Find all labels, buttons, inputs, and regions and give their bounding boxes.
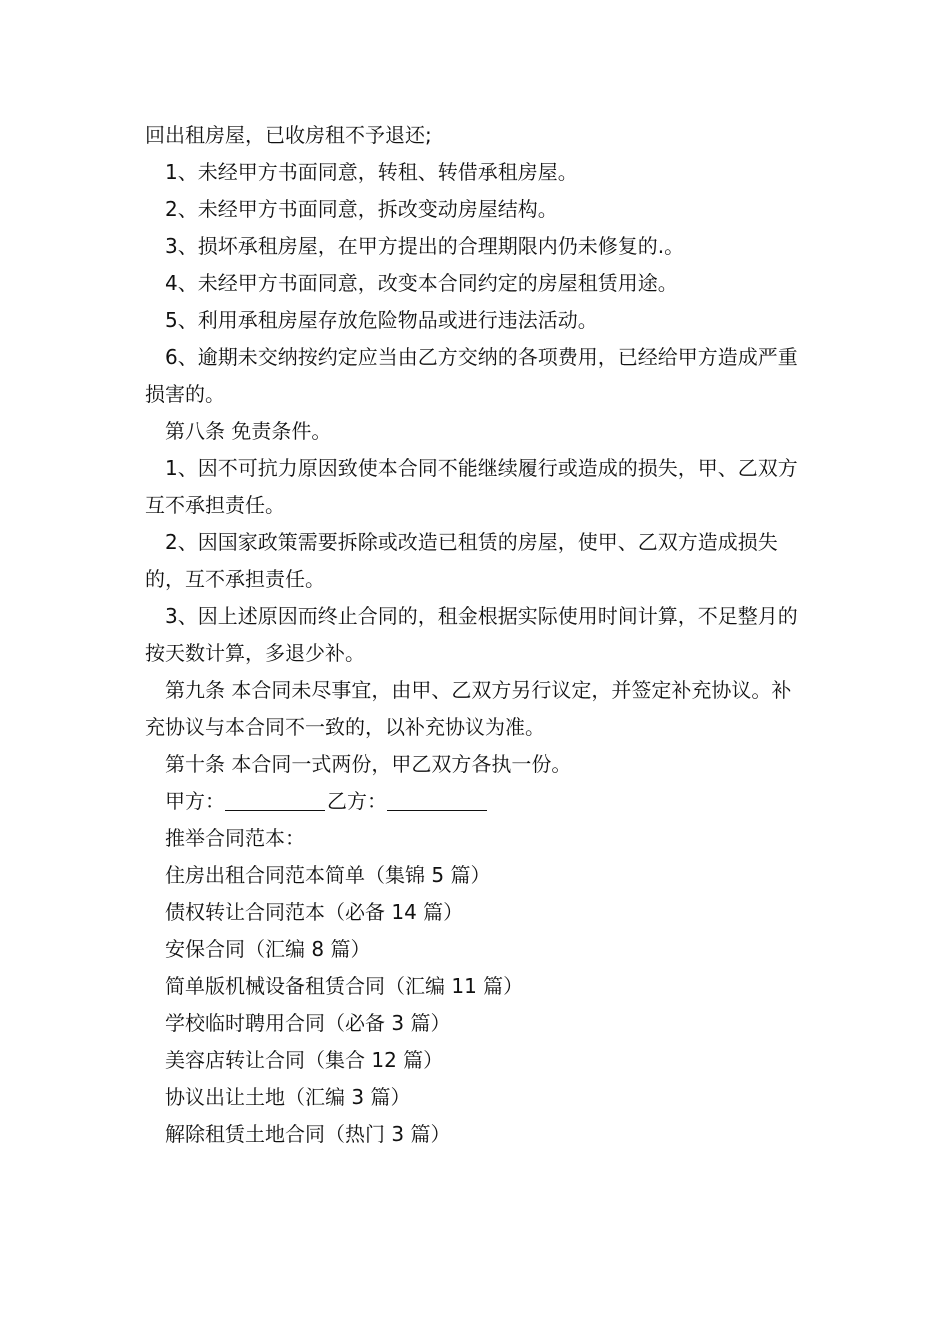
article-heading: 第八条 免责条件。 — [165, 419, 332, 443]
recommend-heading: 推举合同范本： — [165, 826, 305, 850]
clause-item: 3、损坏承租房屋，在甲方提出的合理期限内仍未修复的.。 — [165, 234, 685, 258]
clause-item: 1、未经甲方书面同意，转租、转借承租房屋。 — [165, 160, 578, 184]
clause-item: 4、未经甲方书面同意，改变本合同约定的房屋租赁用途。 — [165, 271, 678, 295]
recommend-link[interactable]: 美容店转让合同（集合 12 篇） — [165, 1048, 444, 1072]
recommend-link[interactable]: 安保合同（汇编 8 篇） — [165, 937, 371, 961]
article-paragraph: 第十条 本合同一式两份，甲乙双方各执一份。 — [165, 752, 572, 776]
party-a-label: 甲方： — [165, 789, 225, 813]
clause-item: 5、利用承租房屋存放危险物品或进行违法活动。 — [165, 308, 598, 332]
clause-item: 1、因不可抗力原因致使本合同不能继续履行或造成的损失，甲、乙双方互不承担责任。 — [145, 456, 798, 517]
party-a-blank — [225, 790, 325, 811]
recommend-link[interactable]: 学校临时聘用合同（必备 3 篇） — [165, 1011, 451, 1035]
clause-item: 6、逾期未交纳按约定应当由乙方交纳的各项费用，已经给甲方造成严重损害的。 — [145, 345, 798, 406]
recommend-link[interactable]: 债权转让合同范本（必备 14 篇） — [165, 900, 464, 924]
recommend-link[interactable]: 协议出让土地（汇编 3 篇） — [165, 1085, 411, 1109]
party-b-label: 乙方： — [327, 789, 387, 813]
recommend-link[interactable]: 简单版机械设备租赁合同（汇编 11 篇） — [165, 974, 524, 998]
signature-line — [145, 783, 810, 820]
party-b-blank — [387, 790, 487, 811]
paragraph: 回出租房屋，已收房租不予退还; — [145, 123, 432, 147]
clause-item: 2、因国家政策需要拆除或改造已租赁的房屋，使甲、乙双方造成损失的，互不承担责任。 — [145, 530, 778, 591]
document-body — [145, 117, 810, 1153]
clause-item: 3、因上述原因而终止合同的，租金根据实际使用时间计算，不足整月的按天数计算，多退少补。 — [145, 604, 798, 665]
article-paragraph: 第九条 本合同未尽事宜，由甲、乙双方另行议定，并签定补充协议。补充协议与本合同不一致的，以补充协议为准。 — [145, 678, 792, 739]
clause-item: 2、未经甲方书面同意，拆改变动房屋结构。 — [165, 197, 558, 221]
recommend-link[interactable]: 住房出租合同范本简单（集锦 5 篇） — [165, 863, 491, 887]
recommend-link[interactable]: 解除租赁土地合同（热门 3 篇） — [165, 1122, 451, 1146]
